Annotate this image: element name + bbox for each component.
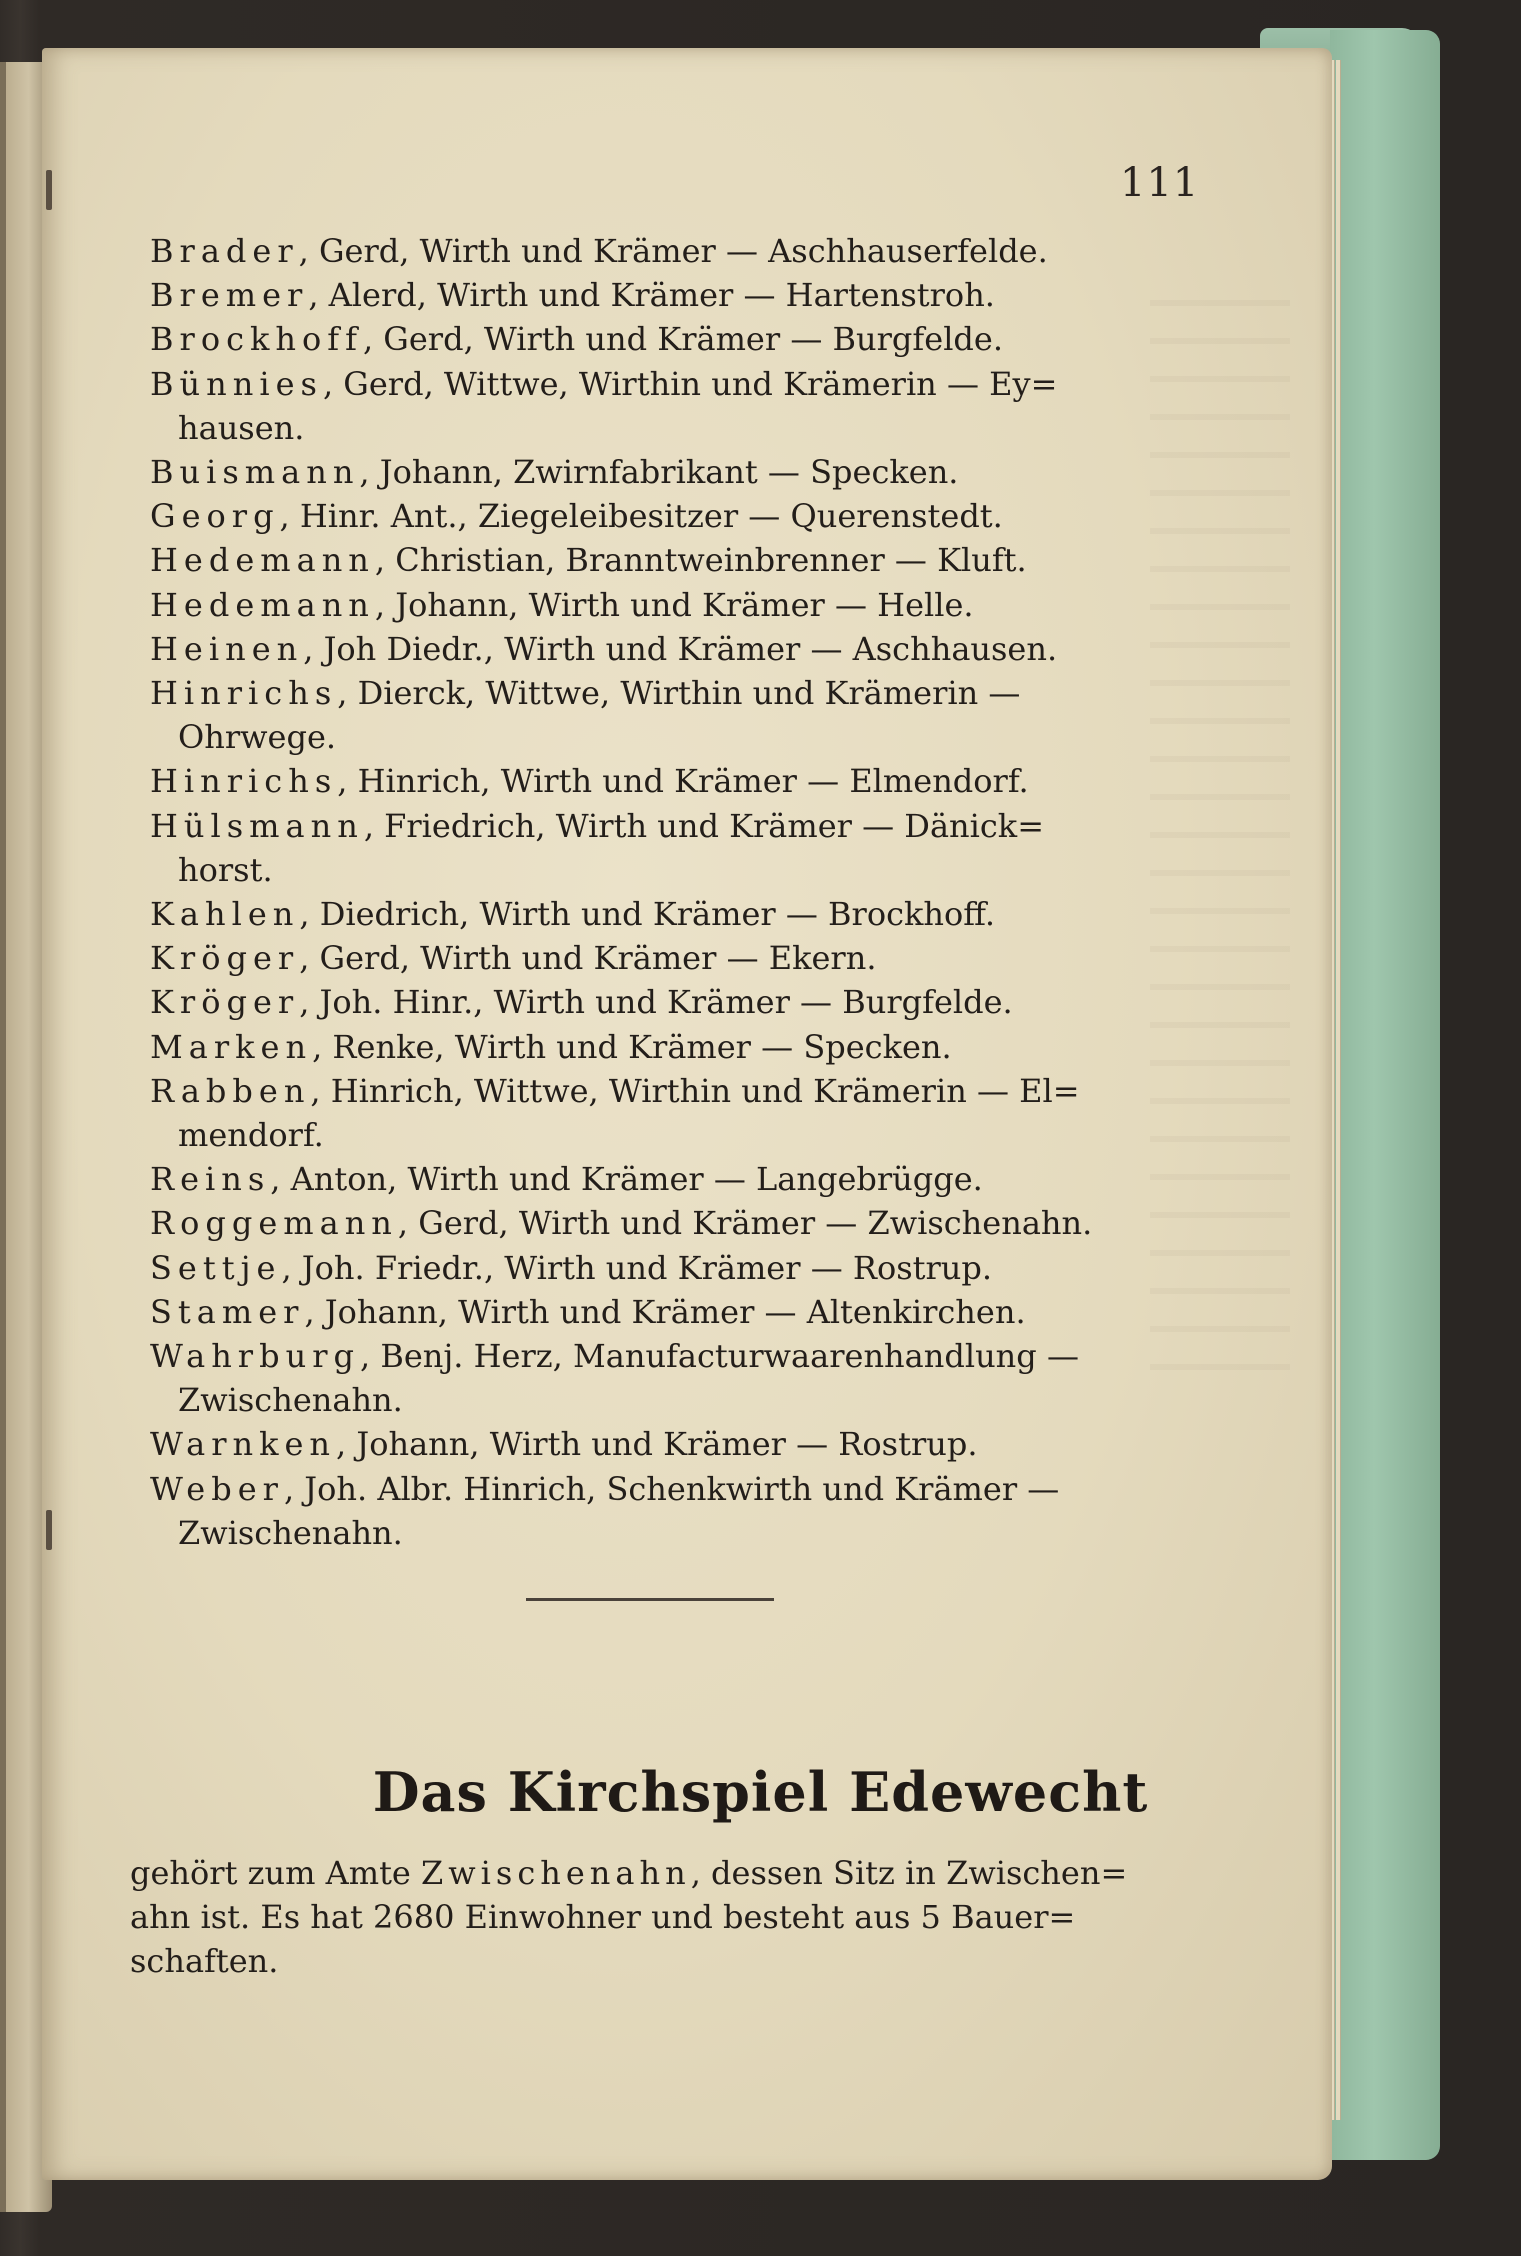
entry-line	[150, 937, 877, 979]
entry-line	[150, 893, 995, 935]
facing-page-edge	[0, 62, 6, 2212]
entry-line	[150, 1026, 952, 1068]
entry-line	[150, 1423, 978, 1465]
entry-line	[150, 1158, 983, 1200]
entry-surname: Reins	[150, 1160, 271, 1199]
entry-line	[150, 1468, 1059, 1510]
entry-line	[150, 274, 995, 316]
entry-details: , Joh Diedr., Wirth und Krämer — Aschhausen.	[303, 629, 1058, 668]
entry-details: , Hinr. Ant., Ziegeleibesitzer — Querenstedt.	[279, 497, 1003, 536]
entry-details: , Johann, Wirth und Krämer — Altenkirchen.	[304, 1292, 1026, 1331]
entry-details: , Gerd, Wittwe, Wirthin und Krämerin — Ey=	[322, 364, 1058, 403]
entry-details: , Johann, Zwirnfabrikant — Specken.	[359, 453, 959, 491]
section-paragraph-line-2: ahn ist. Es hat 2680 Einwohner und besteht aus 5 Bauer=	[130, 1898, 1076, 1936]
entry-continuation: Zwischenahn.	[178, 1381, 403, 1420]
entry-surname: Buismann	[150, 453, 360, 491]
show-through	[1150, 300, 1290, 1400]
entry-surname: Brockhoff	[150, 320, 363, 359]
entry-details: , Joh. Friedr., Wirth und Krämer — Rostrup.	[281, 1248, 993, 1287]
page-number: 111	[1120, 160, 1200, 206]
binding-mark	[46, 1510, 52, 1550]
entry-line	[150, 584, 974, 626]
entry-line	[150, 1335, 1079, 1377]
entry-details: , Diedrich, Wirth und Krämer — Brockhoff.	[299, 895, 996, 933]
section-paragraph-line-3: schaften.	[130, 1942, 279, 1980]
entry-surname: Rabben	[150, 1071, 311, 1110]
entry-surname: Stamer	[150, 1292, 305, 1331]
entry-surname: Kröger	[150, 983, 300, 1022]
entry-line	[150, 539, 1027, 581]
entry-line	[150, 363, 1057, 405]
entry-line	[150, 628, 1057, 670]
section-paragraph-line-1	[130, 1852, 1127, 1894]
entry-details: , Anton, Wirth und Krämer — Langebrügge.	[270, 1160, 983, 1199]
book-cover-edge	[1330, 30, 1440, 2160]
entry-surname: Hedemann	[150, 541, 375, 580]
entry-details: , Gerd, Wirth und Krämer — Ekern.	[299, 939, 877, 978]
entry-line	[150, 318, 1003, 360]
entry-details: , Benj. Herz, Manufacturwaarenhandlung —	[359, 1337, 1079, 1375]
entry-details: , Joh. Albr. Hinrich, Schenkwirth und Krämer —	[283, 1469, 1060, 1508]
entry-details: , Alerd, Wirth und Krämer — Hartenstroh.	[308, 276, 995, 315]
entry-line	[150, 805, 1044, 847]
entry-surname: Hülsmann	[150, 806, 364, 845]
entry-line	[150, 230, 1048, 272]
entry-line	[150, 981, 1013, 1023]
binding-mark	[46, 170, 52, 210]
entry-surname: Weber	[150, 1469, 284, 1508]
paragraph-text: , dessen Sitz in Zwischen=	[690, 1854, 1128, 1892]
entry-line	[150, 1291, 1026, 1333]
entry-details: , Christian, Branntweinbrenner — Kluft.	[374, 541, 1027, 580]
entry-surname: Hinrichs	[150, 762, 338, 801]
entry-details: , Joh. Hinr., Wirth und Krämer — Burgfelde.	[299, 983, 1013, 1022]
entry-details: , Renke, Wirth und Krämer — Specken.	[312, 1027, 952, 1066]
entry-line	[150, 451, 958, 493]
entry-details: , Johann, Wirth und Krämer — Helle.	[374, 585, 974, 624]
entry-surname: Heinen	[150, 629, 304, 668]
entry-details: , Johann, Wirth und Krämer — Rostrup.	[336, 1425, 978, 1464]
entry-continuation: Zwischenahn.	[178, 1513, 403, 1552]
entry-line	[150, 760, 1029, 802]
entry-details: , Gerd, Wirth und Krämer — Burgfelde.	[362, 320, 1004, 359]
entry-surname: Warnken	[150, 1425, 337, 1464]
entry-continuation: Ohrwege.	[178, 718, 337, 757]
entry-details: , Hinrich, Wirth und Krämer — Elmendorf.	[337, 762, 1029, 801]
entry-surname: Georg	[150, 497, 280, 536]
entry-line	[150, 1202, 1092, 1244]
entry-line	[150, 1247, 992, 1289]
section-heading: Das Kirchspiel Edewecht	[372, 1760, 1149, 1824]
entry-surname: Settje	[150, 1248, 282, 1287]
entry-surname: Hedemann	[150, 585, 375, 624]
entry-surname: Brader	[150, 232, 299, 270]
entry-surname: Marken	[150, 1027, 313, 1066]
entry-details: , Hinrich, Wittwe, Wirthin und Krämerin — El=	[310, 1071, 1080, 1110]
paragraph-text: gehört zum Amte	[130, 1854, 422, 1892]
entry-surname: Bünnies	[150, 364, 323, 403]
entry-details: , Gerd, Wirth und Krämer — Aschhauserfelde.	[298, 232, 1048, 270]
entry-details: , Gerd, Wirth und Krämer — Zwischenahn.	[397, 1204, 1093, 1243]
entry-continuation: mendorf.	[178, 1116, 324, 1154]
entry-surname: Hinrichs	[150, 674, 338, 712]
paragraph-place-name: Zwischenahn	[421, 1854, 691, 1892]
entry-line	[150, 672, 1020, 714]
entry-details: , Friedrich, Wirth und Krämer — Dänick=	[363, 806, 1044, 845]
entry-surname: Wahrburg	[150, 1337, 360, 1375]
entry-continuation: horst.	[178, 850, 273, 889]
entry-line	[150, 1070, 1080, 1112]
entry-surname: Kahlen	[150, 895, 300, 933]
section-divider	[526, 1598, 774, 1601]
entry-surname: Kröger	[150, 939, 300, 978]
entry-line	[150, 495, 1003, 537]
entry-details: , Dierck, Wittwe, Wirthin und Krämerin —	[337, 674, 1021, 712]
entry-surname: Roggemann	[150, 1204, 398, 1243]
entry-surname: Bremer	[150, 276, 309, 315]
entry-continuation: hausen.	[178, 408, 305, 447]
